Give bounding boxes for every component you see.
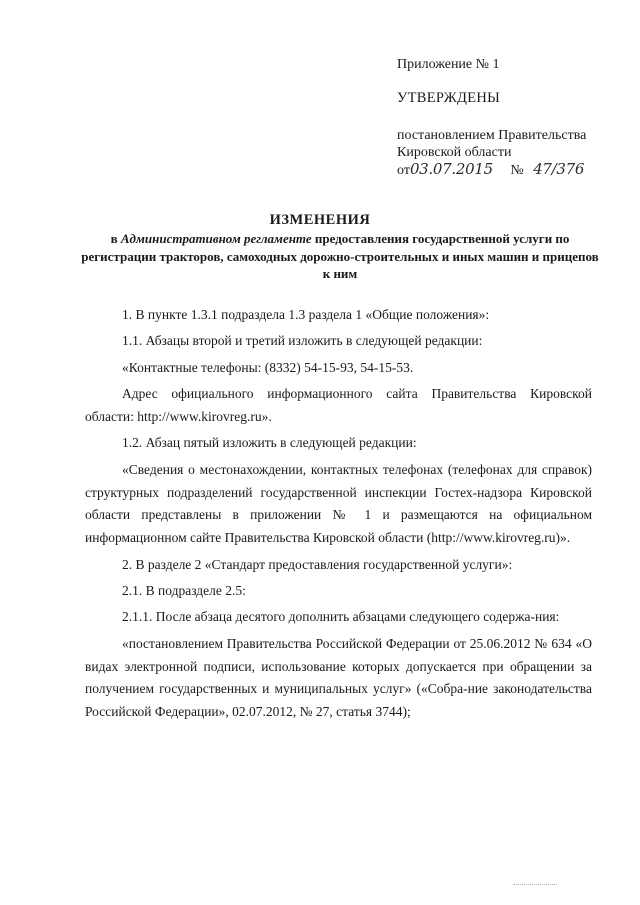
paragraph: 1.1. Абзацы второй и третий изложить в следующей редакции: <box>122 333 483 349</box>
resolution-date-number <box>397 161 632 179</box>
number-prefix: № <box>510 163 524 178</box>
handwritten-number: 47/376 <box>533 160 585 178</box>
document-subtitle <box>80 230 600 283</box>
subtitle-prefix: в <box>110 231 121 246</box>
approved-label: УТВЕРЖДЕНЫ <box>397 90 501 106</box>
paragraph: Адрес официального информационного сайта Правительства Кировской области: http://www.kirovreg.ru». <box>85 386 592 424</box>
date-prefix: от <box>397 163 410 178</box>
document-title: ИЗМЕНЕНИЯ <box>269 212 371 228</box>
subtitle-rest: предоставления государственной услуги по регистрации тракторов, самоходных дорожно-строительных и иных машин и прицепов к ним <box>81 231 599 281</box>
approved-by-region: Кировской области <box>397 145 512 160</box>
paragraph: «постановлением Правительства Российской Федерации от 25.06.2012 № 634 «О видах электронной подписи, использование которых допускается при обращении за получением государственных и муниципальных услуг» («Собра-ние законодательства Российской Федерации», 02.07.2012, № 27, статья 3744); <box>85 635 592 720</box>
document-body <box>85 304 592 727</box>
paragraph: 2.1.1. После абзаца десятого дополнить абзацами следующего содержа-ния: <box>122 609 560 625</box>
paragraph: «Сведения о местонахождении, контактных телефонах (телефонах для справок) структурных подразделений государственной инспекции Гостех-надзора Кировской области представлены в приложении № 1 и размещаются на официальном информационном сайте Правительства Кировской области (http://www.kirovreg.ru)». <box>85 461 592 546</box>
handwritten-date: 03.07.2015 <box>409 160 493 178</box>
paragraph: 1. В пункте 1.3.1 подраздела 1.3 раздела 1 «Общие положения»: <box>122 307 490 322</box>
approval-block <box>397 127 632 179</box>
subtitle-emphasis: Административном регламенте <box>120 231 312 246</box>
appendix-number: Приложение № 1 <box>397 57 500 72</box>
paragraph: 2. В разделе 2 «Стандарт предоставления государственной услуги»: <box>122 556 513 572</box>
approved-by-line: постановлением Правительства <box>397 128 587 143</box>
paragraph: 2.1. В подразделе 2.5: <box>122 582 246 598</box>
paragraph: «Контактные телефоны: (8332) 54-15-93, 54-15-53. <box>122 359 414 375</box>
footer-dotted-mark <box>513 884 557 885</box>
paragraph: 1.2. Абзац пятый изложить в следующей редакции: <box>122 435 417 451</box>
